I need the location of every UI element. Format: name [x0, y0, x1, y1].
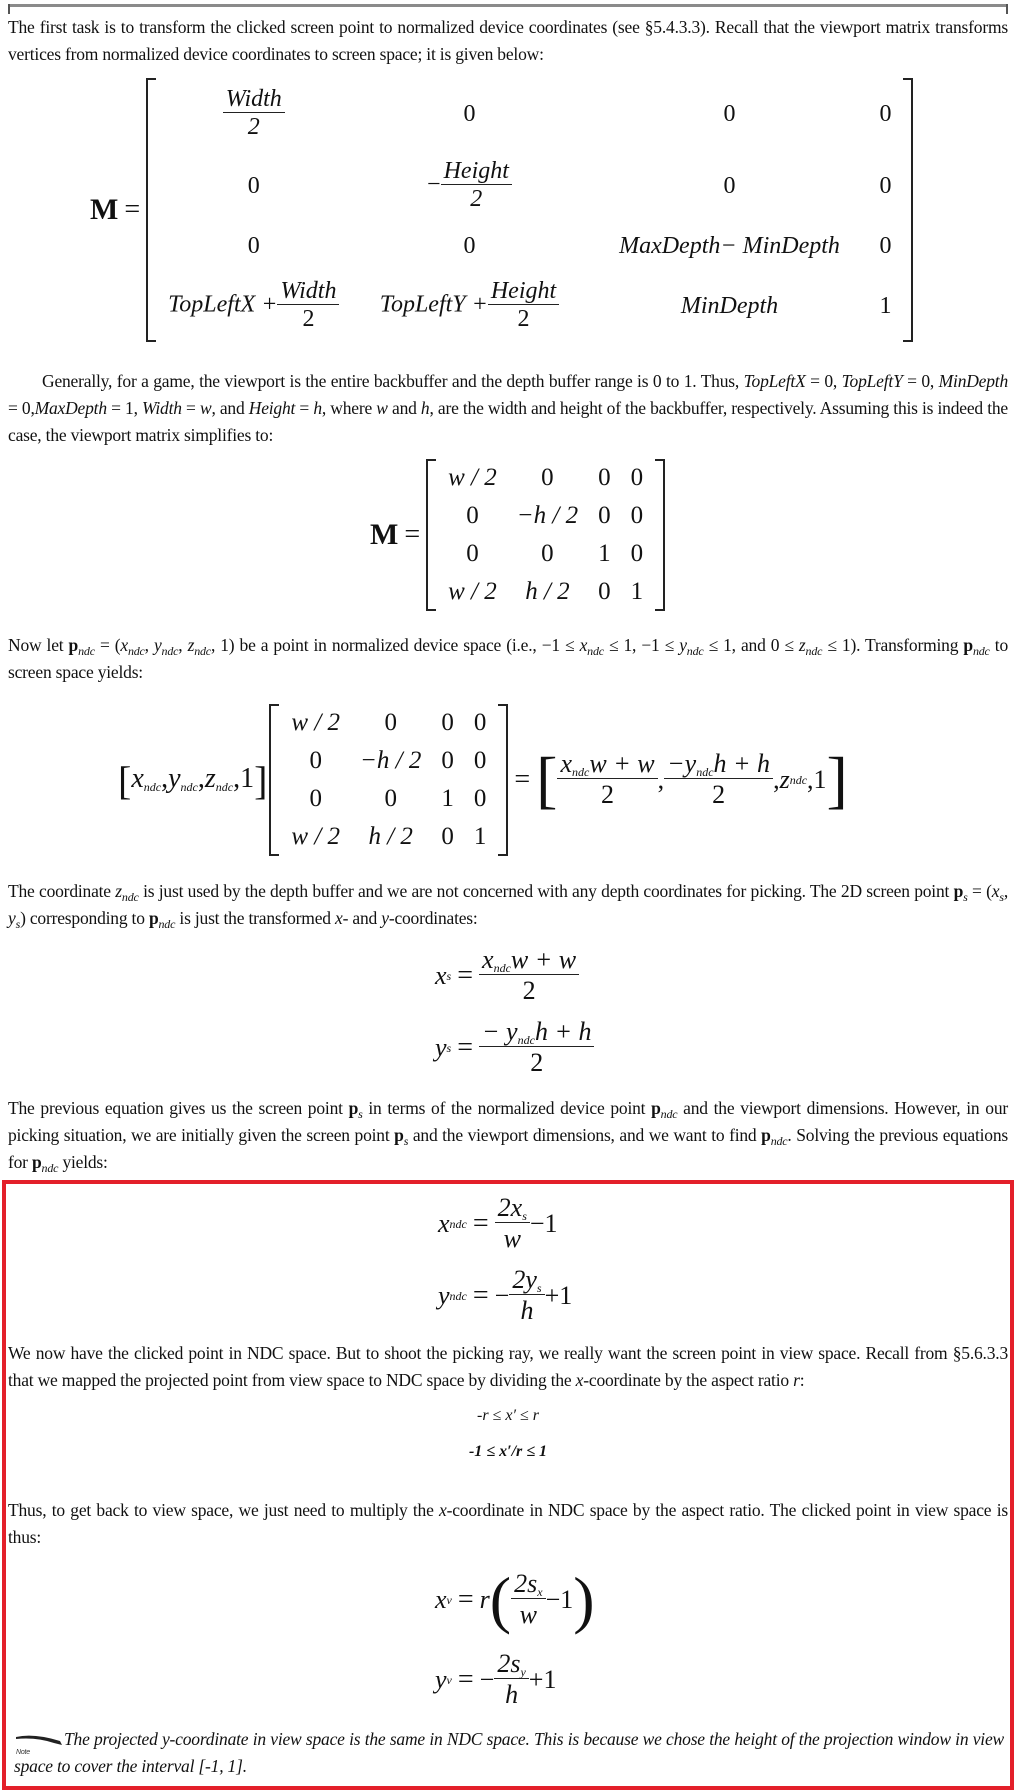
matrix-cell: 0	[630, 540, 644, 567]
matrix-row	[281, 780, 496, 818]
matrix-cell: 0	[598, 464, 611, 491]
matrix-cell: w / 2	[448, 464, 497, 491]
m23: 0	[723, 172, 736, 199]
paragraph-viewport-assumption: Generally, for a game, the viewport is the entire backbuffer and the depth buffer range is 0 to 1. Thus, TopLeftX = 0, TopLeftY = 0, MinDepth = 0,MaxDepth = 1, Width = w, and Height = h, where w and h, are the width and height of the backbuffer, respectively. Assuming this is indeed the case, the viewport matrix simplifies to:	[8, 371, 1009, 445]
inequality-2: -1 ≤ x′/r ≤ 1	[468, 1443, 548, 1460]
m12: 0	[463, 100, 476, 127]
matrix-cell: 0	[441, 747, 454, 774]
m34: 0	[879, 232, 892, 259]
m32: 0	[463, 232, 476, 259]
matrix-cell: 0	[598, 578, 611, 605]
m33: MaxDepth− MinDepth	[619, 232, 840, 259]
matrix-cell: 0	[630, 464, 644, 491]
matrix-cell: 0	[384, 709, 397, 736]
view-coordinate-equations	[435, 1560, 595, 1720]
yv-equation: y v = − $\frac{2s_y}{h}$ +1	[435, 1648, 557, 1710]
matrix-cell: 0	[473, 747, 487, 774]
viewport-matrix-full	[90, 70, 950, 350]
paragraph-solving: The previous equation gives us the screen point $p_s$ in terms of the normalized device point $p_{ndc}$ and the viewport dimensions. However, in our picking situation, we are initially given the screen point $p_s$ and the viewport dimensions, and we want to find $p_{ndc}$. Solving the previous equations for $p_{ndc}$ yields:	[8, 1098, 1008, 1175]
note-text: The projected y-coordinate in view space is the same in NDC space. This is because we chose the height of the projection window in view space to cover the interval [-1, 1].	[14, 1729, 1004, 1776]
matrix-cell: 0	[441, 823, 454, 850]
matrix-cell: 0	[466, 540, 479, 567]
matrix-row	[281, 818, 496, 856]
matrix-row	[438, 497, 653, 535]
matrix-row	[281, 742, 496, 780]
matrix-cell: 1	[473, 823, 487, 850]
m43: MinDepth	[680, 292, 779, 319]
matrix-cell: −h / 2	[516, 502, 579, 529]
matrix-cell: 0	[541, 540, 554, 567]
matrix-row	[438, 535, 653, 573]
matrix-cell: 1	[441, 785, 454, 812]
m42: TopLeftY + $\frac{\text{Height}}{2}$	[349, 270, 589, 342]
matrix-cell: w / 2	[291, 823, 341, 850]
matrix-symbol: M	[90, 193, 119, 226]
matrix-cell: 1	[630, 578, 644, 605]
matrix-row	[438, 573, 653, 611]
paragraph-intro: The first task is to transform the clicked screen point to normalized device coordinates (see §5.4.3.3). Recall that the viewport matrix transforms vertices from normalized device coordinates to screen space; it is given below:	[8, 17, 1008, 64]
matrix-cell: 0	[473, 785, 487, 812]
matrix-cell: 0	[309, 785, 322, 812]
matrix-cell: −h / 2	[360, 747, 422, 774]
m14: 0	[879, 100, 892, 127]
yndc-equation: y ndc = − $\frac{2y_s}{h}$ +1	[438, 1264, 573, 1326]
paragraph-ndc-point: Now let $p_{ndc} = (x_{ndc}$, $y_{ndc}$, $z_{ndc}$, 1) be a point in normalized device space (i.e., $-1 \le x_{ndc} \le 1$, $-1 \le y_{ndc} \le 1$, and $0 \le z_{ndc} \le 1$). Transforming $p_{ndc}$ to screen space yields:	[8, 635, 1008, 682]
matrix-cell: 0	[466, 502, 479, 529]
matrix-cell: 0	[541, 464, 554, 491]
note-block	[14, 1726, 1004, 1780]
m11: $\frac{\text{Width}}{2}$	[158, 78, 349, 150]
ys-equation: y s = $\frac{- y_{ndc}h + h}{2}$	[435, 1012, 594, 1084]
matrix-row	[281, 704, 496, 742]
screen-coordinate-equations	[435, 940, 594, 1084]
matrix-bracket	[269, 704, 508, 856]
equals-sign: =	[124, 194, 141, 225]
m31: 0	[247, 232, 260, 259]
m24: 0	[879, 172, 892, 199]
m41: TopLeftX + $\frac{\text{Width}}{2}$	[158, 270, 349, 342]
matrix-cell: 0	[598, 502, 611, 529]
paragraph-multiply-aspect: Thus, to get back to view space, we just need to multiply the x-coordinate in NDC space by the aspect ratio. The clicked point in view space is thus:	[8, 1500, 1008, 1547]
m13: 0	[723, 100, 736, 127]
equals-sign: =	[404, 519, 421, 550]
matrix-cell: h / 2	[525, 578, 570, 605]
equals-sign: =	[514, 764, 531, 795]
matrix-row	[438, 459, 653, 497]
matrix-cell: w / 2	[291, 709, 341, 736]
matrix-cell: h / 2	[368, 823, 413, 850]
ndc-coordinate-equations	[438, 1188, 572, 1332]
result-vector: [ $\frac{x_{ndc}w + w}{2}$ , $\frac{-y_{ndc}h + h}{2}$ , z ndc , 1 ]	[536, 744, 848, 815]
inequality-1: -r ≤ x′ ≤ r	[477, 1407, 539, 1424]
row-vector: $[x_{ndc},y_{ndc},z_{ndc},1]$	[118, 757, 268, 803]
matrix-cell: 0	[630, 502, 644, 529]
xv-equation: x v = r ( $\frac{2s_x}{w}$ −1 )	[435, 1564, 595, 1635]
matrix-cell: 0	[441, 709, 454, 736]
m44: 1	[879, 292, 892, 319]
ndc-to-screen-equation	[118, 695, 848, 865]
note-icon: Note	[14, 1731, 64, 1751]
m21: 0	[247, 172, 260, 199]
matrix-bracket	[426, 459, 665, 611]
matrix-cell: 1	[598, 540, 611, 567]
matrix-cell: 0	[384, 785, 397, 812]
paragraph-view-space: We now have the clicked point in NDC space. But to shoot the picking ray, we really want the screen point in view space. Recall from §5.6.3.3 that we mapped the projected point from view space to NDC space by dividing the x-coordinate by the aspect ratio r:	[8, 1343, 1008, 1390]
matrix-cell: w / 2	[448, 578, 497, 605]
simple-matrix-table	[438, 459, 653, 611]
matrix-cell: 0	[473, 709, 487, 736]
top-rule	[8, 4, 1008, 7]
paragraph-screen-point: The coordinate $z_{ndc}$ is just used by the depth buffer and we are not concerned with any depth coordinates for picking. The 2D screen point $p_s = (x_s$, $y_s$) corresponding to $p_{ndc}$ is just the transformed x- and y-coordinates:	[8, 881, 1009, 931]
viewport-matrix-simplified	[370, 450, 665, 620]
matrix-symbol: M	[370, 518, 399, 551]
m22: − $\frac{\text{Height}}{2}$	[349, 150, 589, 222]
xndc-equation: x ndc = $\frac{2x_s}{w}$ −1	[438, 1192, 558, 1254]
matrix-bracket	[146, 78, 913, 342]
simple-matrix-table	[281, 704, 496, 856]
matrix-cell: 0	[309, 747, 322, 774]
xs-equation: x s = $\frac{x_{ndc}w + w}{2}$	[435, 940, 594, 1012]
